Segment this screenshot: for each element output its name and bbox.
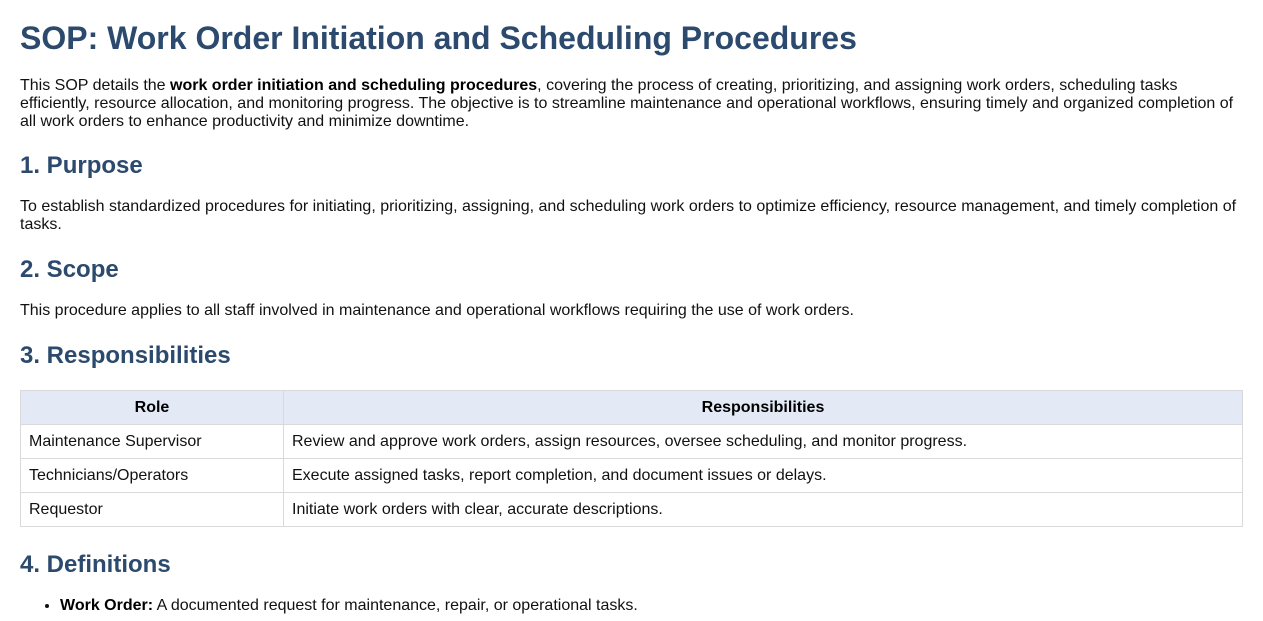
role-cell: Maintenance Supervisor	[21, 425, 284, 459]
responsibilities-table	[20, 390, 1243, 527]
definition-text: A documented request for maintenance, repair, or operational tasks.	[153, 597, 638, 614]
column-header-role: Role	[21, 391, 284, 425]
intro-text-start: This SOP details the	[20, 77, 170, 94]
definitions-heading: 4. Definitions	[20, 551, 171, 578]
role-cell: Requestor	[21, 493, 284, 527]
intro-paragraph	[20, 77, 1243, 131]
role-cell: Technicians/Operators	[21, 459, 284, 493]
responsibility-cell: Execute assigned tasks, report completion, and document issues or delays.	[284, 459, 1243, 493]
table-row	[21, 459, 1243, 493]
definitions-list	[20, 597, 1243, 615]
purpose-text: To establish standardized procedures for initiating, prioritizing, assigning, and scheduling work orders to optimize efficiency, resource management, and timely completion of tasks.	[20, 198, 1237, 233]
table-row	[21, 425, 1243, 459]
intro-bold-text: work order initiation and scheduling procedures	[170, 77, 538, 94]
responsibility-cell: Initiate work orders with clear, accurate descriptions.	[284, 493, 1243, 527]
table-row	[21, 493, 1243, 527]
column-header-responsibilities: Responsibilities	[284, 391, 1243, 425]
purpose-heading: 1. Purpose	[20, 152, 143, 179]
intro-text-end: , covering the process of creating, prioritizing, and assigning work orders, scheduling tasks efficiently, resource allocation, and monitoring progress. The objective is to streamline maintenance and operational workflows, ensuring timely and organized completion of all work orders to enhance productivity and minimize downtime.	[20, 77, 1234, 130]
scope-heading: 2. Scope	[20, 256, 119, 283]
responsibility-cell: Review and approve work orders, assign resources, oversee scheduling, and monitor progress.	[284, 425, 1243, 459]
list-item	[60, 597, 1243, 615]
responsibilities-heading: 3. Responsibilities	[20, 342, 231, 369]
table-header-row	[21, 391, 1243, 425]
page-title: SOP: Work Order Initiation and Scheduling Procedures	[20, 20, 857, 56]
scope-text: This procedure applies to all staff involved in maintenance and operational workflows requiring the use of work orders.	[20, 302, 854, 319]
definition-term: Work Order:	[60, 597, 154, 614]
